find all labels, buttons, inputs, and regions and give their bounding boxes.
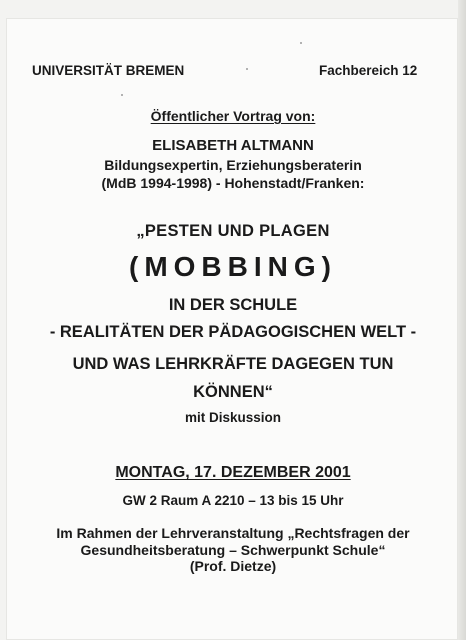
speaker-name: ELISABETH ALTMANN — [152, 137, 314, 154]
scan-speck — [246, 68, 248, 70]
event-location-time: GW 2 Raum A 2210 – 13 bis 15 Uhr — [122, 493, 344, 508]
university-name: UNIVERSITÄT BREMEN — [32, 63, 185, 78]
course-context-line-1: Im Rahmen der Lehrveranstaltung „Rechtsfragen der — [56, 525, 410, 541]
scan-speck — [300, 42, 302, 44]
lecture-intro: Öffentlicher Vortrag von: — [150, 108, 316, 124]
title-line-2: (MOBBING) — [129, 251, 337, 282]
title-line-6: KÖNNEN“ — [193, 383, 273, 401]
title-line-4: - REALITÄTEN DER PÄDAGOGISCHEN WELT - — [49, 323, 417, 341]
title-line-1: „PESTEN UND PLAGEN — [136, 222, 330, 240]
title-line-3: IN DER SCHULE — [168, 296, 298, 314]
speaker-roles: Bildungsexpertin, Erziehungsberaterin — [104, 157, 362, 173]
discussion-note: mit Diskussion — [184, 410, 282, 425]
department-name: Fachbereich 12 — [319, 63, 418, 78]
course-context-line-2: Gesundheitsberatung – Schwerpunkt Schule“ — [80, 542, 386, 558]
scan-speck — [121, 94, 123, 96]
title-line-5: UND WAS LEHRKRÄFTE DAGEGEN TUN — [72, 355, 394, 373]
event-date: MONTAG, 17. DEZEMBER 2001 — [115, 464, 351, 481]
speaker-details: (MdB 1994-1998) - Hohenstadt/Franken: — [101, 175, 365, 191]
course-context-line-3: (Prof. Dietze) — [189, 558, 277, 574]
